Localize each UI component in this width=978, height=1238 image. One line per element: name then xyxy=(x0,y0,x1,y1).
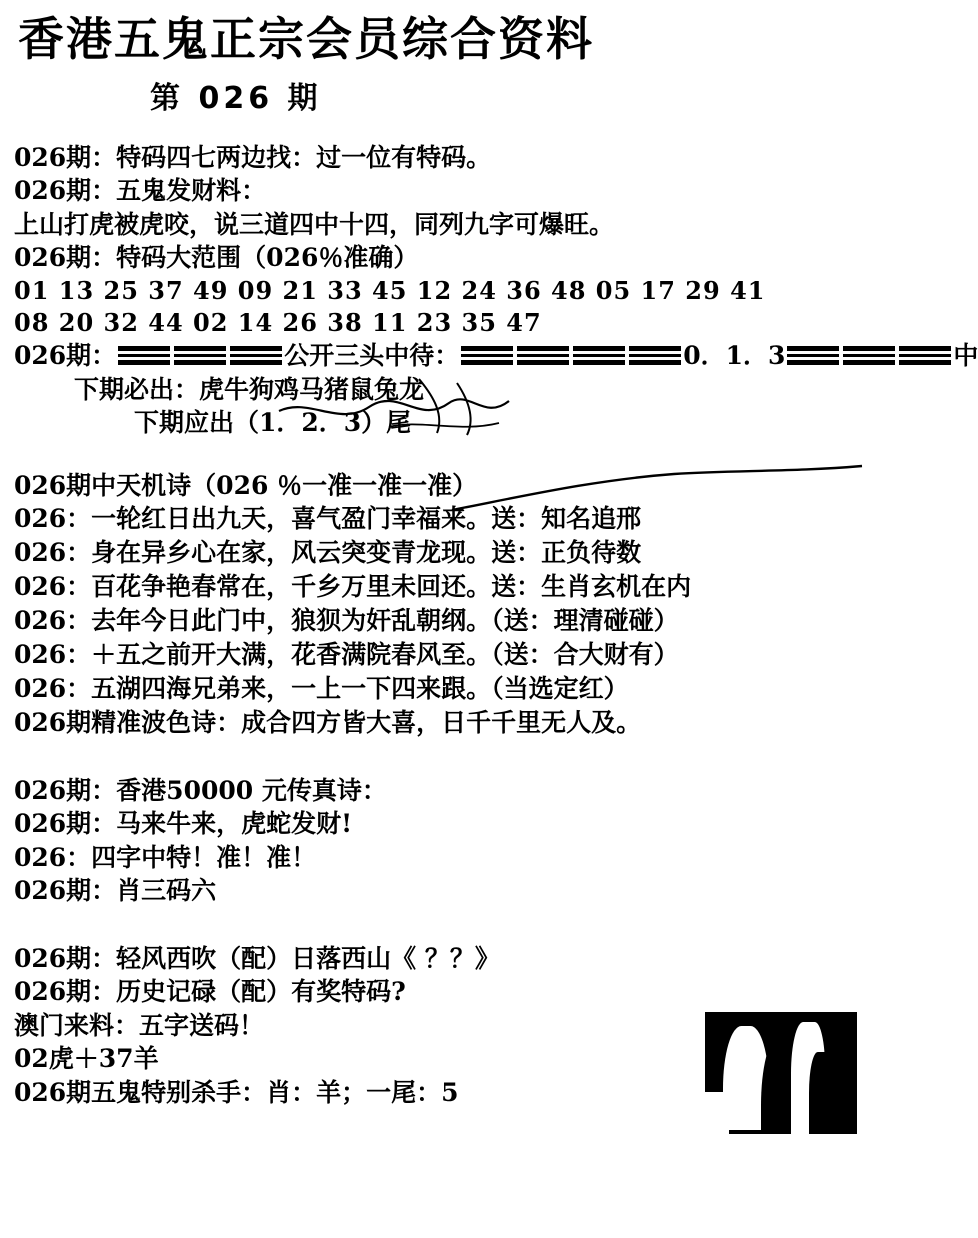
next-issue-tail: 下期应出（1．2．3）尾 xyxy=(134,408,412,438)
four-word-hit: 026：四字中特！准！准！ xyxy=(14,842,317,872)
censor-bar-icon xyxy=(174,346,226,365)
verse-line: 026：百花争艳春常在，千乡万里未回还。送：生肖玄机在内 xyxy=(14,571,692,601)
verse-line: 026：去年今日此门中，狼狈为奸乱朝纲。（送：理清碰碰） xyxy=(14,605,679,635)
fax-poem-block xyxy=(14,774,861,908)
three-head-digits: 0．1．3 xyxy=(683,341,786,371)
censor-bar-icon xyxy=(629,346,681,365)
censor-bar-icon xyxy=(517,346,569,365)
number-row-1: 01 13 25 37 49 09 21 33 45 12 24 36 48 05 17 29 41 xyxy=(14,275,766,305)
three-head-prefix: 026期： xyxy=(14,341,117,371)
zodiac-forecast-block xyxy=(14,373,861,440)
three-head-middle: 公开三头中待： xyxy=(284,341,460,371)
breeze-line: 026期：轻风西吹（配）日落西山《 ？？》 xyxy=(14,943,500,973)
censor-bar-icon xyxy=(118,346,170,365)
special-code-hint: 026期：特码四七两边找：过一位有特码。 xyxy=(14,142,492,172)
censor-bar-icon xyxy=(461,346,513,365)
issue-number: 第 026 期 xyxy=(150,80,322,116)
heavenly-poem-heading: 026期中天机诗（026 ％一准一准一准） xyxy=(14,470,478,500)
fax-poem-verse: 026期：马来牛来，虎蛇发财! xyxy=(14,809,353,839)
fax-poem-label: 026期：香港50000 元传真诗： xyxy=(14,775,387,805)
censor-bar-icon xyxy=(899,346,951,365)
history-record-line: 026期：历史记碌（配）有奖特码? xyxy=(14,977,406,1007)
verse-line: 026：五湖四海兄弟来，一上一下四来跟。（当选定红） xyxy=(14,673,629,703)
five-ghost-fortune-label: 026期：五鬼发财料： xyxy=(14,176,267,206)
censor-bar-icon xyxy=(843,346,895,365)
censor-bar-icon xyxy=(230,346,282,365)
tiger-goat-line: 02虎＋37羊 xyxy=(14,1044,159,1074)
three-head-line xyxy=(14,339,978,373)
five-ghost-fortune-verse: 上山打虎被虎咬，说三道四中十四，同列九字可爆旺。 xyxy=(14,209,615,239)
portrait-photo xyxy=(705,1012,857,1134)
zodiac-three-code-six: 026期：肖三码六 xyxy=(14,876,217,906)
heavenly-poem-block xyxy=(14,466,861,740)
photo-shape xyxy=(809,1052,831,1134)
three-head-suffix: 中 xyxy=(953,341,978,371)
macau-material-line: 澳门来料：五字送码！ xyxy=(14,1010,265,1040)
main-content xyxy=(0,117,978,1110)
censor-bar-icon xyxy=(787,346,839,365)
censor-bar-icon xyxy=(573,346,625,365)
number-row-2: 08 20 32 44 02 14 26 38 11 23 35 47 xyxy=(14,307,542,337)
next-issue-zodiac: 下期必出：虎牛狗鸡马猪鼠兔龙 xyxy=(74,374,425,404)
killer-line: 026期五鬼特别杀手：肖：羊；一尾：5 xyxy=(14,1077,459,1107)
page-title: 香港五鬼正宗会员综合资料 xyxy=(18,12,594,66)
photo-shape xyxy=(705,1092,729,1134)
verse-line: 026：身在异乡心在家，风云突变青龙现。送：正负待数 xyxy=(14,537,642,567)
verse-line: 026：一轮红日出九天，喜气盈门幸福来。送：知名追邢 xyxy=(14,503,642,533)
photo-shape xyxy=(761,1038,795,1134)
verse-line: 026：＋五之前开大满，花香满院春风至。（送：合大财有） xyxy=(14,639,679,669)
special-code-range-label: 026期：特码大范围（026％准确） xyxy=(14,243,419,273)
wave-color-poem: 026期精准波色诗：成合四方皆大喜，日千千里无人及。 xyxy=(14,707,642,737)
